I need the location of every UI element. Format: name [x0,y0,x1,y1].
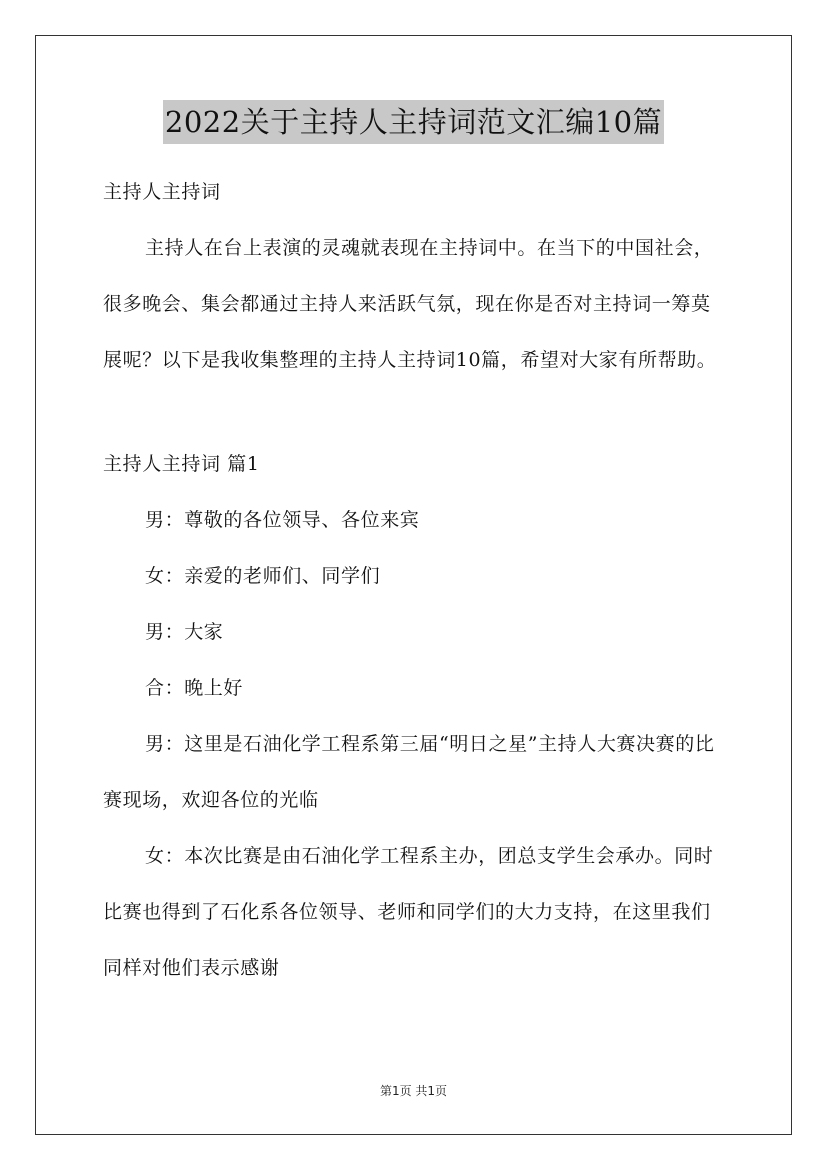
document-title: 2022关于主持人主持词范文汇编10篇 [163,100,664,144]
page-footer: 第1页 共1页 [379,1084,448,1098]
intro-paragraph: 主持人在台上表演的灵魂就表现在主持词中。在当下的中国社会，很多晚会、集会都通过主持人来活跃气氛，现在你是否对主持词一筹莫展呢？以下是我收集整理的主持人主持词10篇，希望对大家有所帮助。 [103,237,717,371]
dialogue-line: 合：晚上好 [145,677,244,699]
title-container [0,100,827,144]
intro-heading: 主持人主持词 [103,181,221,203]
spacer [103,388,727,436]
dialogue-line: 女：本次比赛是由石油化学工程系主办，团总支学生会承办。同时比赛也得到了石化系各位领导、老师和同学们的大力支持，在这里我们同样对他们表示感谢 [103,845,714,979]
dialogue-line: 男：大家 [145,621,224,643]
document-body [103,164,727,996]
section-heading: 主持人主持词 篇1 [103,453,260,475]
dialogue-line: 男：尊敬的各位领导、各位来宾 [145,509,420,531]
dialogue-line: 男：这里是石油化学工程系第三届“明日之星”主持人大赛决赛的比赛现场，欢迎各位的光临 [103,733,715,811]
dialogue-line: 女：亲爱的老师们、同学们 [145,565,381,587]
